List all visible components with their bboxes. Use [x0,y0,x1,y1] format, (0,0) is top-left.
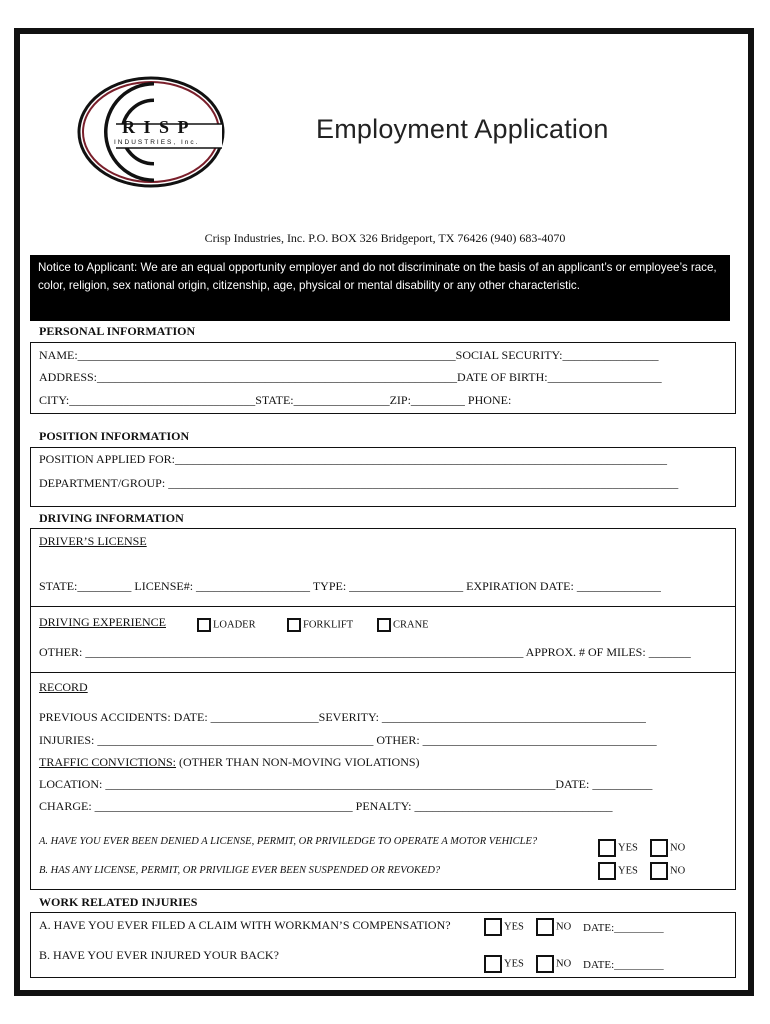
back-no-label: NO [556,958,572,970]
workman-no-label: NO [556,921,572,933]
question-suspended: B. HAS ANY LICENSE, PERMIT, OR PRIVILIGE EVER BEEN SUSPENDED OR REVOKED? [39,865,441,876]
loader-label: LOADER [213,619,256,631]
denied-no-option[interactable] [650,839,685,857]
location-field[interactable]: LOCATION: ___________________________________________________________________________DATE: __________ [39,777,653,791]
question-workman: A. HAVE YOU EVER FILED A CLAIM WITH WORKMAN’S COMPENSATION? [39,918,451,932]
section-title-work: WORK RELATED INJURIES [39,895,198,909]
company-address: Crisp Industries, Inc. P.O. BOX 326 Bridgeport, TX 76426 (940) 683-4070 [204,231,566,245]
city-field[interactable]: CITY:_______________________________STATE:________________ZIP:_________ PHONE: [39,393,512,407]
crane-checkbox[interactable] [377,618,391,632]
workman-no-option[interactable] [536,918,571,936]
question-back: B. HAVE YOU EVER INJURED YOUR BACK? [39,948,279,962]
suspended-no-option[interactable] [650,862,685,880]
position-field[interactable]: POSITION APPLIED FOR:__________________________________________________________________________________ [39,452,668,466]
logo-subtext: INDUSTRIES, Inc. [114,139,200,146]
section-title-personal: PERSONAL INFORMATION [39,324,196,338]
section-title-driving: DRIVING INFORMATION [39,511,184,525]
suspended-yes-checkbox[interactable] [598,862,616,880]
back-yes-checkbox[interactable] [484,955,502,973]
workman-yes-checkbox[interactable] [484,918,502,936]
denied-yes-label: YES [618,842,638,854]
license-title: DRIVER’S LICENSE [39,534,147,548]
forklift-option[interactable] [287,618,353,632]
workman-yes-option[interactable] [484,918,524,936]
back-no-checkbox[interactable] [536,955,554,973]
divider [30,606,736,607]
back-no-option[interactable] [536,955,571,973]
traffic-convictions [39,755,420,770]
denied-no-checkbox[interactable] [650,839,668,857]
crane-option[interactable] [377,618,429,632]
address-field[interactable]: ADDRESS:____________________________________________________________DATE OF BIRTH:___________________ [39,370,662,384]
back-yes-label: YES [504,958,524,970]
forklift-checkbox[interactable] [287,618,301,632]
divider [30,672,736,673]
record-title: RECORD [39,680,88,694]
department-field[interactable]: DEPARTMENT/GROUP: _____________________________________________________________________________________ [39,476,679,490]
section-title-position: POSITION INFORMATION [39,429,190,443]
forklift-label: FORKLIFT [303,619,354,631]
traffic-note: (OTHER THAN NON-MOVING VIOLATIONS) [176,755,420,769]
denied-yes-checkbox[interactable] [598,839,616,857]
suspended-yes-label: YES [618,865,638,877]
license-field[interactable]: STATE:_________ LICENSE#: ___________________ TYPE: ___________________ EXPIRATION DATE: ______________ [39,579,661,593]
denied-no-label: NO [670,842,686,854]
other-field[interactable]: OTHER: _________________________________________________________________________ APPROX. # OF MILES: _______ [39,645,691,659]
crane-label: CRANE [393,619,429,631]
charge-field[interactable]: CHARGE: ___________________________________________ PENALTY: _________________________________ [39,799,613,813]
workman-date-field[interactable]: DATE:_________ [583,922,664,934]
suspended-yes-option[interactable] [598,862,638,880]
loader-option[interactable] [197,618,256,632]
suspended-no-label: NO [670,865,686,877]
denied-yes-option[interactable] [598,839,638,857]
experience-title: DRIVING EXPERIENCE [39,615,166,629]
name-field[interactable]: NAME:_______________________________________________________________SOCIAL SECURITY:________________ [39,348,659,362]
logo-text: R I S P [122,117,191,137]
back-yes-option[interactable] [484,955,524,973]
question-denied: A. HAVE YOU EVER BEEN DENIED A LICENSE, PERMIT, OR PRIVILEDGE TO OPERATE A MOTOR VEHICLE? [39,836,538,847]
loader-checkbox[interactable] [197,618,211,632]
injuries-field[interactable]: INJURIES: ______________________________________________ OTHER: _______________________________________ [39,733,657,747]
accidents-field[interactable]: PREVIOUS ACCIDENTS: DATE: __________________SEVERITY: ____________________________________________ [39,710,646,724]
workman-no-checkbox[interactable] [536,918,554,936]
page-title: Employment Application [316,114,609,144]
suspended-no-checkbox[interactable] [650,862,668,880]
notice-box: Notice to Applicant: We are an equal opportunity employer and do not discriminate on the basis of an applicant’s or employee’s race, color, religion, sex national origin, citizenship, age, physical or mental disability or any other characteristic. [30,255,730,321]
traffic-label: TRAFFIC CONVICTIONS: [39,755,177,769]
back-date-field[interactable]: DATE:_________ [583,959,664,971]
workman-yes-label: YES [504,921,524,933]
